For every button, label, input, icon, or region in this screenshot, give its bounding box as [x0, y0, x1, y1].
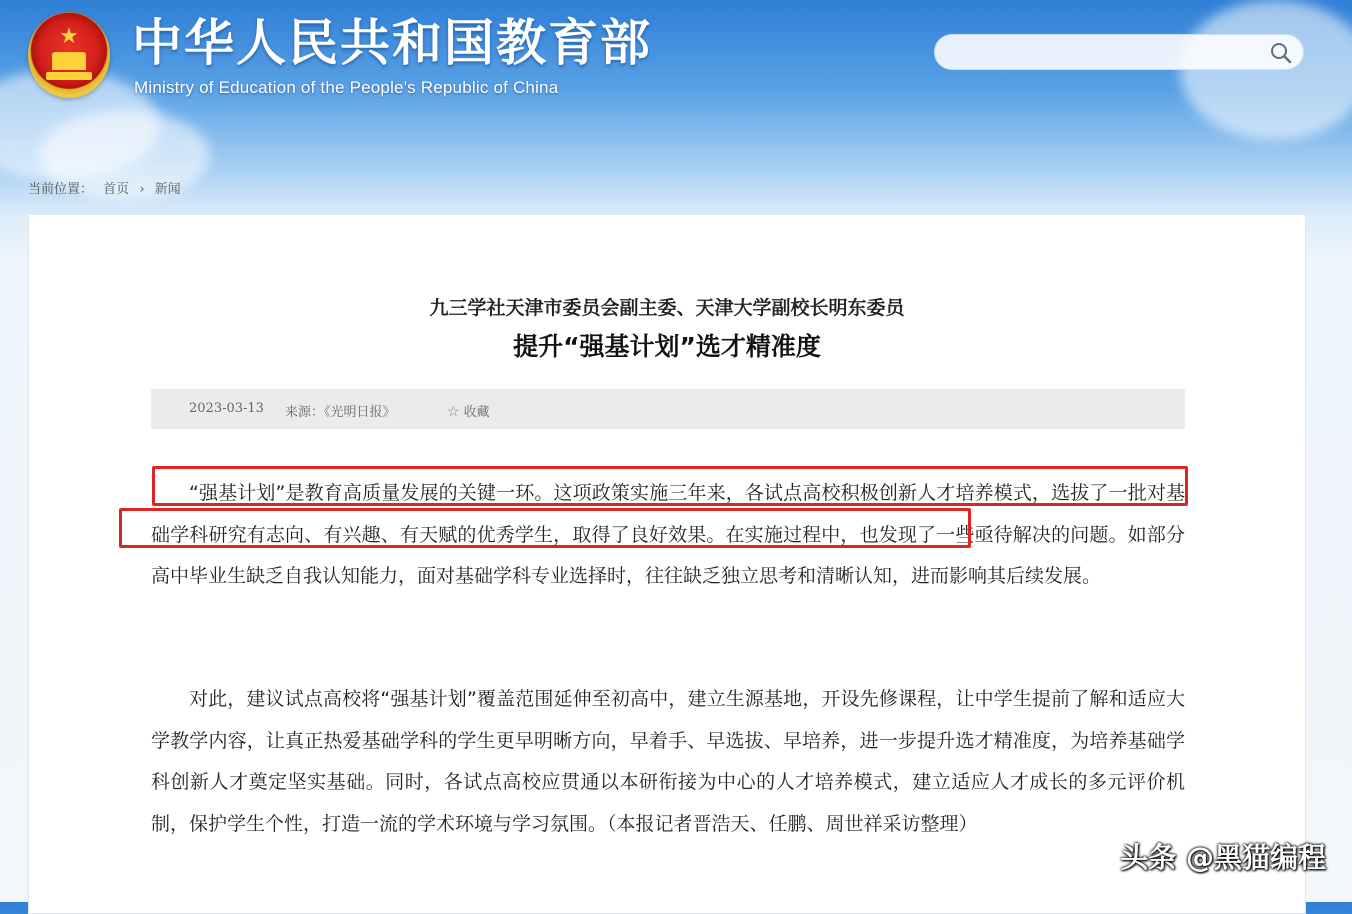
- national-emblem-icon[interactable]: [28, 12, 110, 98]
- gate-shape: [52, 52, 86, 70]
- search-icon[interactable]: [1269, 41, 1293, 65]
- highlight-box: [119, 508, 971, 548]
- breadcrumb: [28, 178, 187, 197]
- breadcrumb-home-link[interactable]: 首页: [103, 182, 130, 197]
- favorite-label: 收藏: [463, 405, 490, 420]
- chevron-right-icon: ›: [139, 182, 145, 197]
- breadcrumb-prefix: 当前位置：: [28, 182, 94, 197]
- site-title[interactable]: 中华人民共和国教育部: [132, 14, 652, 72]
- article-card: [28, 214, 1306, 914]
- star-icon: ★: [59, 24, 79, 49]
- article-source: 来源：《光明日报》: [285, 405, 396, 420]
- search-box: [934, 34, 1304, 70]
- breadcrumb-news-link[interactable]: 新闻: [154, 182, 181, 197]
- article-paragraph: “强基计划”是教育高质量发展的关键一环。这项政策实施三年来，各试点高校积极创新人才培养模式，选拔了一批对基础学科研究有志向、有兴趣、有天赋的优秀学生，取得了良好效果。在实施过程中，也发现了一些亟待解决的问题。如部分高中毕业生缺乏自我认知能力，面对基础学科专业选择时，往往缺乏独立思考和清晰认知，进而影响其后续发展。: [151, 482, 1185, 587]
- article-meta-bar: [151, 389, 1185, 429]
- article-paragraph: 对此，建议试点高校将“强基计划”覆盖范围延伸至初高中，建立生源基地，开设先修课程，让中学生提前了解和适应大学教学内容，让真正热爱基础学科的学生更早明晰方向，早着手、早选拔、早培养，进一步提升选才精准度，为培养基础学科创新人才奠定坚实基础。同时，各试点高校应贯通以本研衔接为中心的人才培养模式，建立适应人才成长的多元评价机制，保护学生个性，打造一流的学术环境与学习氛围。（本报记者晋浩天、任鹏、周世祥采访整理）: [151, 688, 1185, 835]
- highlight-box: [152, 466, 1188, 506]
- search-input[interactable]: [951, 41, 1265, 65]
- star-outline-icon: ☆: [447, 404, 460, 420]
- site-subtitle: Ministry of Education of the People's Republic of China: [134, 78, 559, 97]
- article-kicker: 九三学社天津市委员会副主委、天津大学副校长明东委员: [429, 297, 905, 319]
- favorite-button[interactable]: [447, 401, 490, 420]
- cloud-decoration: [1180, 0, 1352, 140]
- base-shape: [46, 72, 92, 80]
- article-date: 2023-03-13: [189, 401, 264, 416]
- watermark: 头条 @黑猫编程: [1120, 841, 1326, 874]
- article-title: 提升“强基计划”选才精准度: [513, 332, 821, 361]
